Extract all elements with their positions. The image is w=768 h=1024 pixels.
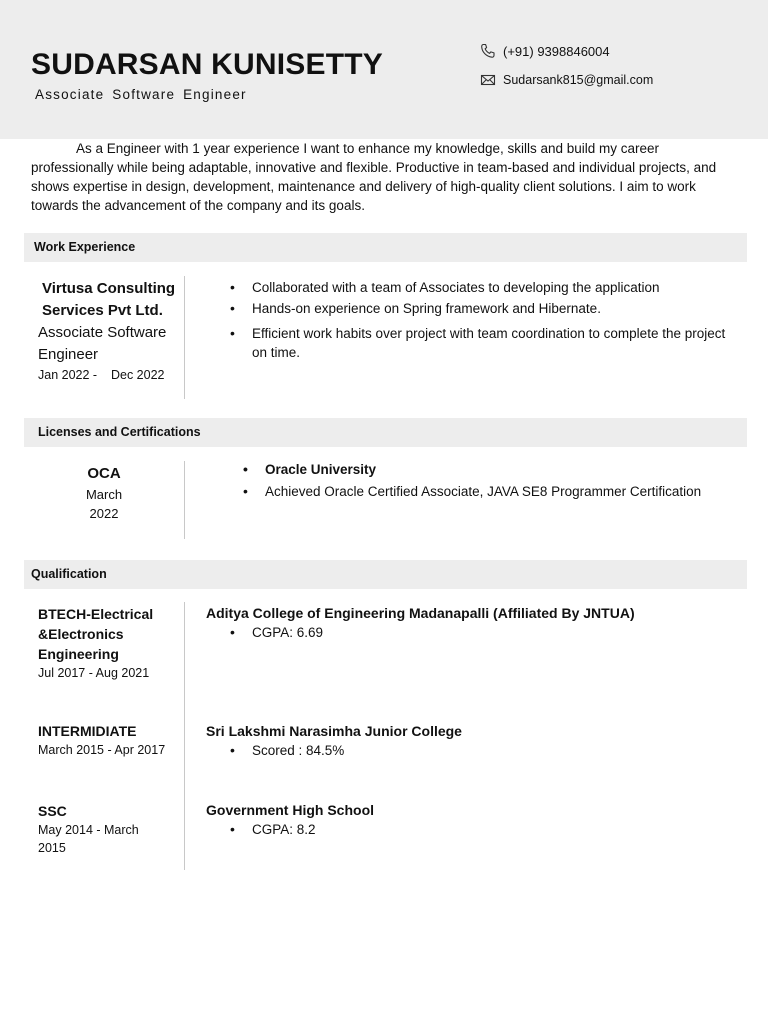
degree-name: BTECH-Electrical &Electronics Engineering xyxy=(38,606,154,662)
list-item: • CGPA: 6.69 xyxy=(230,623,736,642)
envelope-icon xyxy=(480,72,496,88)
work-bullets xyxy=(230,278,730,362)
list-item: • Hands-on experience on Spring framework and Hibernate. xyxy=(230,299,730,318)
work-right xyxy=(230,278,730,362)
section-certifications: Licenses and Certifications xyxy=(24,418,747,447)
qualification-divider xyxy=(184,602,185,870)
certs-right xyxy=(243,460,743,501)
job-title: Associate Software Engineer xyxy=(38,324,167,363)
degree-name: INTERMIDIATE xyxy=(38,723,137,739)
degree-dates: Jul 2017 - Aug 2021 xyxy=(38,666,150,680)
work-divider xyxy=(184,276,185,399)
list-item: • Scored : 84.5% xyxy=(230,741,736,760)
candidate-role: Associate Software Engineer xyxy=(35,87,247,102)
institution-name: Aditya College of Engineering Madanapalli (Affiliated By JNTUA) xyxy=(206,605,635,621)
list-item: • Efficient work habits over project with team coordination to complete the project on time. xyxy=(230,324,730,362)
cert-month: March xyxy=(85,487,123,502)
list-item: • Collaborated with a team of Associates to developing the application xyxy=(230,278,730,297)
cert-name: OCA xyxy=(87,465,121,482)
list-item: • Achieved Oracle Certified Associate, JAVA SE8 Programmer Certification xyxy=(243,482,743,501)
work-left xyxy=(38,278,180,384)
list-item: • Oracle University xyxy=(243,460,743,479)
email-address[interactable]: Sudarsank815@gmail.com xyxy=(503,73,654,87)
qualification-right-3 xyxy=(206,800,736,839)
professional-summary: As a Engineer with 1 year experience I want to enhance my knowledge, skills and build my career professionally while being adaptable, innovative and flexible. Productive in team-based and individual projects, and shows expertise in design, development, maintenance and delivery of high-quality client solutions. I aim to work towards the advancement of the company and its goals. xyxy=(31,141,717,213)
job-dates: Jan 2022 - Dec 2022 xyxy=(38,368,165,382)
score-list xyxy=(230,820,736,839)
score-list xyxy=(230,623,736,642)
cert-bullets xyxy=(243,460,743,501)
section-qualification: Qualification xyxy=(24,560,747,589)
certs-divider xyxy=(184,461,185,539)
degree-dates: March 2015 - Apr 2017 xyxy=(38,743,166,757)
institution-name: Government High School xyxy=(206,802,375,818)
degree-name: SSC xyxy=(38,803,67,819)
institution-name: Sri Lakshmi Narasimha Junior College xyxy=(206,723,462,739)
qualification-left-3 xyxy=(38,801,180,857)
email-contact xyxy=(480,72,653,88)
company-name: Virtusa Consulting Services Pvt Ltd. xyxy=(42,280,176,319)
phone-number: (+91) 9398846004 xyxy=(503,43,610,59)
degree-dates: May 2014 - March 2015 xyxy=(38,823,139,855)
qualification-left-2 xyxy=(38,721,180,759)
qualification-left-1 xyxy=(38,604,180,682)
cert-year: 2022 xyxy=(89,506,119,521)
phone-contact xyxy=(480,43,610,59)
list-item: • CGPA: 8.2 xyxy=(230,820,736,839)
phone-icon xyxy=(480,43,496,59)
candidate-name: SUDARSAN KUNISETTY xyxy=(31,48,383,81)
section-work-experience: Work Experience xyxy=(24,233,747,262)
score-list xyxy=(230,741,736,760)
qualification-right-2 xyxy=(206,721,736,760)
resume-header xyxy=(0,0,768,139)
qualification-right-1 xyxy=(206,603,736,642)
certs-left xyxy=(34,463,174,523)
